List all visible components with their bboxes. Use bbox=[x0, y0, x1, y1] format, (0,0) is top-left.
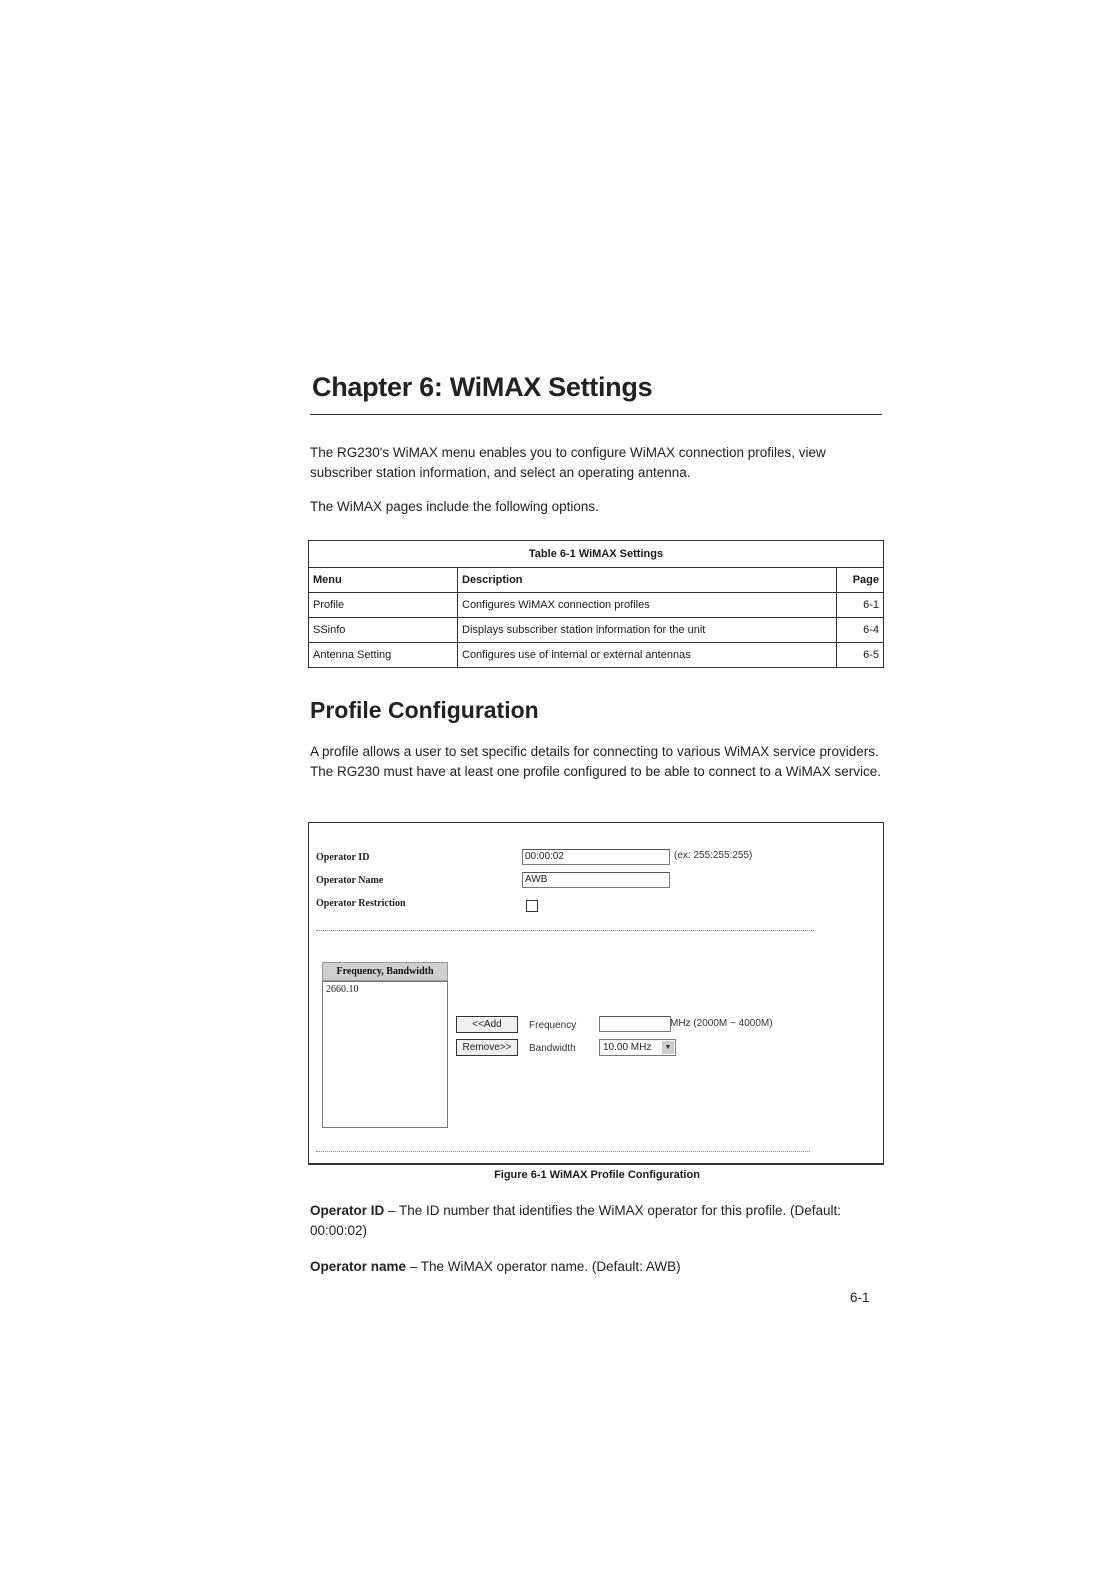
frequency-label: Frequency bbox=[529, 1020, 577, 1031]
form-divider bbox=[316, 930, 814, 931]
operator-id-definition bbox=[310, 1201, 885, 1241]
section-title: Profile Configuration bbox=[310, 697, 539, 723]
list-item[interactable]: 2660.10 bbox=[326, 984, 359, 995]
wimax-settings-table bbox=[308, 540, 884, 668]
table-cell-page: 6-4 bbox=[837, 618, 884, 643]
remove-button[interactable]: Remove>> bbox=[456, 1039, 518, 1056]
intro-options-paragraph: The WiMAX pages include the following options. bbox=[310, 499, 599, 514]
operator-name-label: Operator Name bbox=[316, 875, 384, 886]
table-header-menu: Menu bbox=[309, 568, 458, 593]
table-cell-description: Configures WiMAX connection profiles bbox=[458, 593, 837, 618]
table-cell-menu: Antenna Setting bbox=[309, 643, 458, 668]
operator-id-hint: (ex: 255:255:255) bbox=[674, 850, 753, 861]
table-row bbox=[309, 618, 884, 643]
operator-name-term: Operator name bbox=[310, 1259, 407, 1274]
intro-paragraph: The RG230's WiMAX menu enables you to configure WiMAX connection profiles, view subscriber station information, and select an operating antenna. bbox=[310, 445, 826, 480]
frequency-hint: MHz (2000M ~ 4000M) bbox=[670, 1018, 773, 1029]
frequency-list-header: Frequency, Bandwidth bbox=[322, 962, 448, 981]
operator-restriction-label: Operator Restriction bbox=[316, 898, 406, 909]
form-bottom-divider bbox=[316, 1151, 810, 1152]
table-header-description: Description bbox=[458, 568, 837, 593]
page-number: 6-1 bbox=[850, 1290, 870, 1305]
table-cell-page: 6-5 bbox=[837, 643, 884, 668]
bandwidth-label: Bandwidth bbox=[529, 1043, 576, 1054]
table-cell-menu: SSinfo bbox=[309, 618, 458, 643]
operator-name-text: – The WiMAX operator name. (Default: AWB) bbox=[406, 1259, 681, 1274]
operator-restriction-checkbox[interactable] bbox=[526, 900, 538, 912]
frequency-input[interactable] bbox=[599, 1016, 671, 1032]
operator-name-input[interactable]: AWB bbox=[522, 872, 670, 888]
operator-id-text: – The ID number that identifies the WiMAX operator for this profile. (Default: 00:00:02) bbox=[310, 1203, 841, 1238]
profile-description: A profile allows a user to set specific details for connecting to various WiMAX service providers. The RG230 must have at least one profile configured to be able to connect to a WiMAX service. bbox=[310, 744, 882, 779]
table-row bbox=[309, 593, 884, 618]
table-caption: Table 6-1 WiMAX Settings bbox=[309, 541, 884, 568]
table-cell-description: Displays subscriber station information for the unit bbox=[458, 618, 837, 643]
chevron-down-icon[interactable]: ▼ bbox=[662, 1041, 674, 1054]
table-row bbox=[309, 643, 884, 668]
add-button[interactable]: <<Add bbox=[456, 1016, 518, 1033]
table-cell-page: 6-1 bbox=[837, 593, 884, 618]
frequency-listbox[interactable] bbox=[322, 981, 448, 1128]
table-cell-menu: Profile bbox=[309, 593, 458, 618]
table-header-page: Page bbox=[837, 568, 884, 593]
operator-id-input[interactable]: 00:00:02 bbox=[522, 849, 670, 865]
table-cell-description: Configures use of internal or external antennas bbox=[458, 643, 837, 668]
bandwidth-value: 10.00 MHz bbox=[603, 1042, 652, 1053]
operator-id-label: Operator ID bbox=[316, 852, 370, 863]
chapter-divider bbox=[310, 414, 882, 415]
chapter-title: Chapter 6: WiMAX Settings bbox=[312, 372, 653, 402]
figure-caption: Figure 6-1 WiMAX Profile Configuration bbox=[494, 1169, 700, 1181]
operator-name-definition bbox=[310, 1257, 885, 1277]
bandwidth-select[interactable] bbox=[599, 1039, 676, 1056]
operator-id-term: Operator ID bbox=[310, 1203, 385, 1218]
